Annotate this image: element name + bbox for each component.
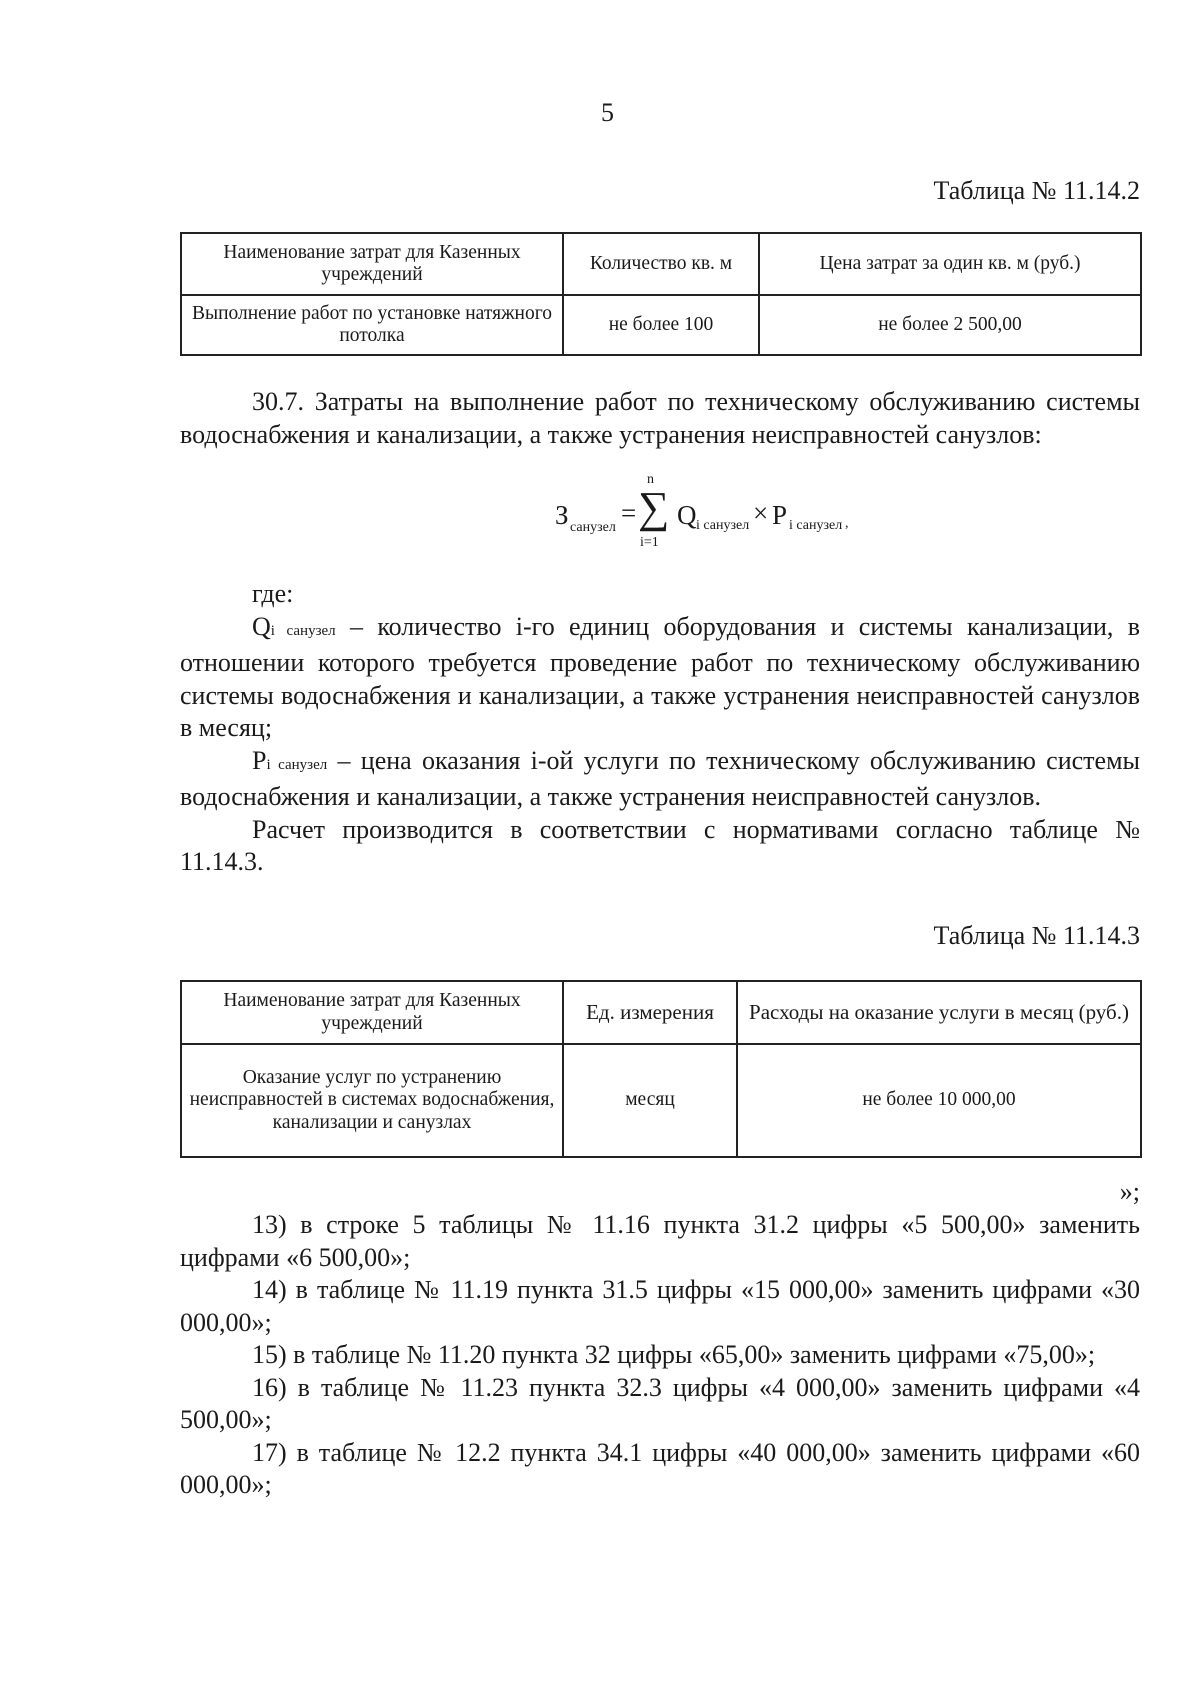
cell-cost-name: Выполнение работ по установке натяжного потолка — [181, 295, 563, 355]
table-header-row — [181, 233, 1141, 295]
formula-lhs-sub: санузел — [570, 520, 616, 535]
amendments-list — [180, 1209, 1140, 1502]
table-caption-11-14-2: Таблица № 11.14.2 — [933, 176, 1140, 205]
list-item: 14) в таблице № 11.19 пункта 31.5 цифры «15 000,00» заменить цифрами «30 000,00»; — [180, 1275, 1140, 1337]
formula-q-sub: i санузел — [696, 518, 750, 533]
list-item: 13) в строке 5 таблицы № 11.16 пункта 31.2 цифры «5 500,00» заменить цифрами «6 500,00»; — [180, 1210, 1140, 1272]
formula-trail: , — [845, 516, 849, 531]
q-definition-paragraph — [180, 611, 1140, 745]
p-symbol: P — [252, 745, 267, 775]
header-cell-cost-name: Наименование затрат для Казенных учреждений — [181, 233, 563, 295]
table-11-14-3 — [180, 980, 1142, 1158]
p-subscript: i санузел — [266, 756, 328, 773]
list-item: 17) в таблице № 12.2 пункта 34.1 цифры «40 000,00» заменить цифрами «60 000,00»; — [180, 1437, 1140, 1499]
formula-equals: = — [621, 498, 637, 528]
formula-p-sub: i санузел — [789, 518, 843, 533]
header-cell-monthly-expenses: Расходы на оказание услуги в месяц (руб.) — [737, 981, 1141, 1044]
calc-note: Расчет производится в соответствии с нормативами согласно таблице № 11.14.3. — [180, 814, 1140, 876]
list-item: 15) в таблице № 11.20 пункта 32 цифры «65,00» заменить цифрами «75,00»; — [252, 1340, 1096, 1369]
cell-monthly-expenses: не более 10 000,00 — [737, 1044, 1141, 1157]
q-definition-text: – количество i-го единиц оборудования и системы канализации, в отношении которого требуется проведение работ по техническому обслуживанию системы водоснабжения и канализации, а также устранения неисправностей санузлов в месяц; — [180, 611, 1140, 742]
cost-formula — [555, 472, 885, 550]
formula-p: P — [772, 500, 788, 530]
cell-unit: месяц — [563, 1044, 737, 1157]
q-subscript: i санузел — [270, 622, 336, 639]
table-caption-11-14-3: Таблица № 11.14.3 — [933, 921, 1140, 950]
table-row — [181, 1044, 1141, 1157]
section-30-7-intro: 30.7. Затраты на выполнение работ по техническому обслуживанию системы водоснабжения и канализации, а также устранения неисправностей санузлов: — [180, 387, 1140, 449]
p-definition-text: – цена оказания i-ой услуги по техническому обслуживанию системы водоснабжения и канализации, а также устранения неисправностей санузлов. — [180, 745, 1140, 811]
section-30-7-definitions — [180, 578, 1140, 879]
list-item: 16) в таблице № 11.23 пункта 32.3 цифры «4 000,00» заменить цифрами «4 500,00»; — [180, 1372, 1140, 1434]
where-label: где: — [252, 579, 294, 608]
formula-lhs-symbol: З — [555, 500, 569, 530]
formula-q: Q — [677, 500, 697, 530]
closing-quote: »; — [1119, 1177, 1140, 1206]
formula-sum-upper: n — [647, 472, 654, 487]
page-number: 5 — [601, 98, 614, 127]
header-cell-cost-name: Наименование затрат для Казенных учреждений — [181, 981, 563, 1044]
sigma-icon: ∑ — [638, 483, 670, 532]
header-cell-unit: Ед. измерения — [563, 981, 737, 1044]
table-header-row — [181, 981, 1141, 1044]
table-row — [181, 295, 1141, 355]
header-cell-quantity: Количество кв. м — [563, 233, 759, 295]
cell-quantity: не более 100 — [563, 295, 759, 355]
section-30-7-intro-block — [180, 386, 1140, 451]
q-symbol: Q — [252, 611, 271, 641]
cell-price: не более 2 500,00 — [759, 295, 1141, 355]
table-11-14-2 — [180, 232, 1142, 356]
cell-cost-name: Оказание услуг по устранению неисправностей в системах водоснабжения, канализации и санузлах — [181, 1044, 563, 1157]
formula-sum-lower: i=1 — [640, 535, 659, 550]
header-cell-price: Цена затрат за один кв. м (руб.) — [759, 233, 1141, 295]
p-definition-paragraph — [180, 745, 1140, 814]
formula-times: × — [753, 498, 769, 528]
